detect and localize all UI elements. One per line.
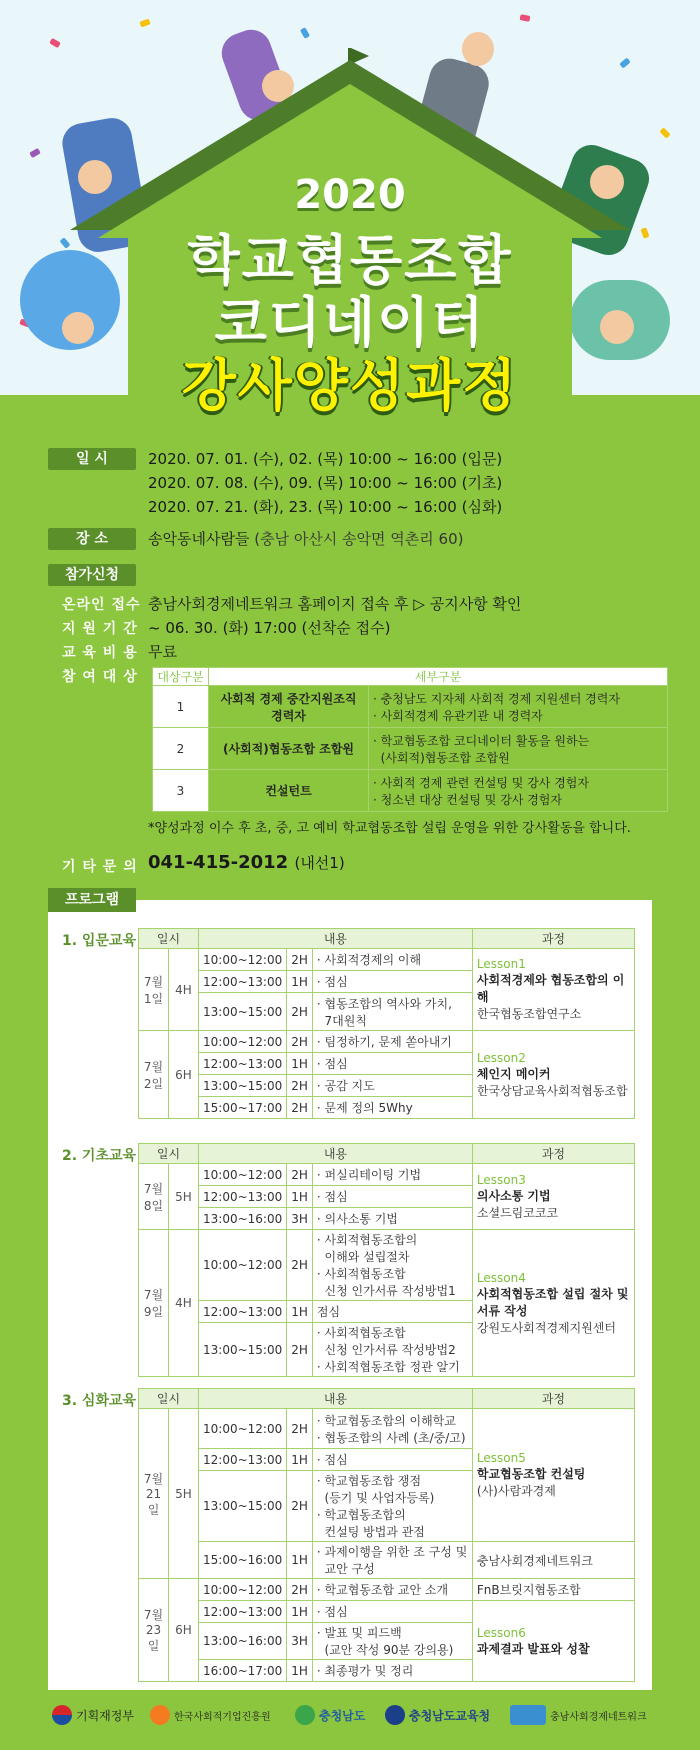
apply-key: 지 원 기 간 (62, 621, 138, 637)
confetti (659, 127, 670, 138)
confetti (29, 148, 41, 158)
detail-line: · 학교협동조합 코디네이터 활동을 원하는 (373, 733, 590, 748)
apply-key: 참 여 대 상 (62, 669, 138, 685)
contact-label: 기 타 문 의 (62, 859, 138, 875)
venue-value (148, 528, 463, 549)
section-title: 1. 입문교육 (62, 933, 137, 949)
cne-icon (385, 1705, 405, 1725)
confetti (520, 14, 531, 22)
apply-value: ~ 06. 30. (화) 17:00 (선착순 접수) (148, 619, 391, 637)
target-type: 사회적 경제 중간지원조직 경력자 (209, 686, 369, 728)
target-type: 컨설턴트 (209, 770, 369, 812)
program-label: 프로그램 (48, 888, 136, 912)
confetti (139, 18, 150, 27)
section-title: 2. 기초교육 (62, 1148, 137, 1164)
logo-text: 충청남도교육청 (409, 1708, 491, 1723)
col-header: 일시 (139, 929, 199, 949)
table-row (153, 770, 668, 812)
confetti (49, 38, 61, 48)
kosea-icon (150, 1705, 170, 1725)
program-table-basic: 일시 내용 과정 7월 8일 5H 10:00~12:00 2H · 퍼실리테이팅 기법 Lesson3 의사소통 기법 소셜드림코코코 12:00~13:00 1H · 점심 13:00~16:00 3H · 의사소통 기법 7월 9일 4H 10:00~12:00 2H · 사회적협동조합의 이해와 설립절차 · 사회적협동조합 신청 인가서류 작성방법1 Lesson4 사회적협동조합 설립 절차 및 서류 작성 강원도사회적경제지원센터 12:00~13:00 1H 점심 13:00~15:00 2H · 사회적협동조합 신청 인가서류 작성방법2 · 사회적협동조합 정관 알기 (138, 1143, 635, 1377)
taegeuk-icon (52, 1705, 72, 1725)
target-details (369, 686, 668, 728)
schedule-line: 2020. 07. 21. (화), 23. (목) 10:00 ~ 16:00 (심화) (148, 498, 503, 516)
chungnam-icon (295, 1705, 315, 1725)
logo-text: 충남사회경제네트워크 (550, 1711, 647, 1723)
apply-value: 무료 (148, 643, 177, 661)
col-header: 내용 (199, 929, 473, 949)
logo-chungnam (295, 1705, 365, 1725)
detail-line: · 사회적경제 유관기관 내 경력자 (373, 708, 543, 723)
apply-value: 충남사회경제네트워크 홈페이지 접속 후 ▷ 공지사항 확인 (148, 595, 522, 613)
row-number: 2 (153, 728, 209, 770)
detail-line: (사회적)협동조합 조합원 (373, 750, 510, 765)
col-header: 일시 (139, 1144, 199, 1164)
program-table-intro: 일시 내용 과정 7월 1일 4H 10:00~12:00 2H · 사회적경제의 이해 Lesson1 사회적경제와 협동조합의 이해 한국협동조합연구소 12:00~13:00 1H · 점심 13:00~15:00 2H · 협동조합의 역사와 가치, 7대원칙 7월 2일 6H 10:00~12:00 2H · 팀정하기, 문제 쏟아내기 Lesson2 체인지 메이커 한국상담교육사회적협동조합 12:00~13:00 1H · 점심 13:00~15:00 2H · 공감 지도 15:00~17:00 2H · 문제 정의 5Why (138, 928, 635, 1119)
program-table-advanced: 일시 내용 과정 7월 21일 5H 10:00~12:00 2H · 학교협동조합의 이해학교 · 협동조합의 사례 (초/중/고) Lesson5 학교협동조합 컨설팅 (사)사람과경제 12:00~13:00 1H · 점심 13:00~15:00 2H · 학교협동조합 쟁점 (등기 및 사업자등록) · 학교협동조합의 컨설팅 방법과 관점 15:00~16:00 1H · 과제이행을 위한 조 구성 및 교안 구성 충남사회경제네트워크 7월 23일 6H 10:00~12:00 2H · 학교협동조합 교안 소개 FnB브릿지협동조합 12:00~13:00 1H · 점심 Lesson6 과제결과 발표와 성찰 13:00~16:00 3H · 발표 및 피드백 (교안 작성 90분 강의용) 16:00~17:00 1H · 최종평가 및 정리 (138, 1388, 635, 1682)
title-line-1: 학교협동조합 (187, 229, 513, 292)
title-line-2: 코디네이터 (214, 291, 486, 354)
cnse-icon (510, 1705, 546, 1725)
detail-line: · 청소년 대상 컨설팅 및 강사 경험자 (373, 792, 562, 807)
col-header: 과정 (472, 1144, 634, 1164)
venue-name: 송악동네사람들 (148, 530, 250, 548)
table-row (153, 686, 668, 728)
contact-phone: 041-415-2012 (148, 852, 289, 873)
venue-address: (충남 아산시 송악면 역촌리 60) (254, 530, 464, 548)
logo-text: 기획재정부 (76, 1708, 134, 1723)
schedule-line: 2020. 07. 08. (수), 09. (목) 10:00 ~ 16:00 (기초) (148, 474, 503, 492)
title-line-3: 강사양성과정 (181, 354, 519, 419)
contact-ext: (내선1) (294, 854, 345, 872)
logo-cnse (510, 1705, 647, 1725)
row-number: 1 (153, 686, 209, 728)
schedule-label: 일 시 (48, 448, 136, 470)
col-header: 내용 (199, 1389, 473, 1409)
col-header: 과정 (472, 1389, 634, 1409)
poster-year: 2020 (294, 172, 406, 218)
note-text: *양성과정 이수 후 초, 중, 고 예비 학교협동조합 설립 운영을 위한 강사활동을 합니다. (148, 821, 631, 836)
contact-value (148, 852, 345, 873)
table-header: 세부구분 (209, 668, 668, 686)
col-header: 일시 (139, 1389, 199, 1409)
table-row (153, 728, 668, 770)
target-details (369, 728, 668, 770)
col-header: 과정 (472, 929, 634, 949)
logo-text: 한국사회적기업진흥원 (174, 1711, 271, 1723)
row-number: 3 (153, 770, 209, 812)
target-type: (사회적)협동조합 조합원 (209, 728, 369, 770)
apply-key: 교 육 비 용 (62, 645, 138, 661)
apply-label: 참가신청 (48, 564, 136, 586)
table-header-row (153, 668, 668, 686)
target-details (369, 770, 668, 812)
col-header: 내용 (199, 1144, 473, 1164)
logo-cne (385, 1705, 490, 1725)
venue-label: 장 소 (48, 528, 136, 550)
section-title: 3. 심화교육 (62, 1393, 137, 1409)
logo-text: 충청남도 (319, 1708, 366, 1723)
confetti (300, 27, 310, 39)
logo-kosea (150, 1705, 271, 1725)
target-table (152, 667, 668, 812)
detail-line: · 충청남도 지자체 사회적 경제 지원센터 경력자 (373, 691, 620, 706)
apply-key: 온라인 접수 (62, 597, 141, 613)
logo-moef (52, 1705, 134, 1725)
detail-line: · 사회적 경제 관련 컨설팅 및 강사 경험자 (373, 775, 589, 790)
table-header: 대상구분 (153, 668, 209, 686)
schedule-line: 2020. 07. 01. (수), 02. (목) 10:00 ~ 16:00 (입문) (148, 450, 503, 468)
